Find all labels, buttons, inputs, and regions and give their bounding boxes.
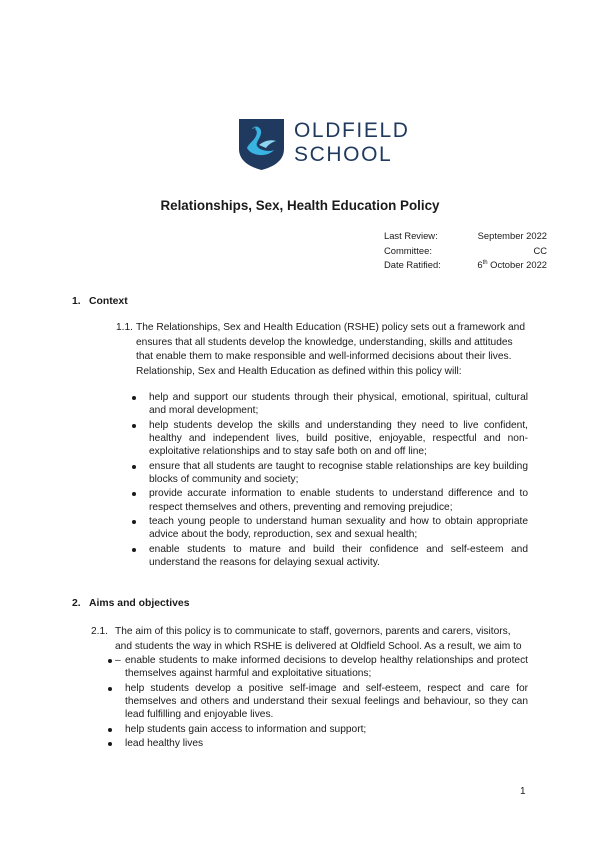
meta-label: Last Review: [384, 230, 438, 241]
meta-row-date-ratified [384, 258, 547, 273]
document-title: Relationships, Sex, Health Education Policy [160, 198, 440, 213]
list-item: help and support our students through their physical, emotional, spiritual, cultural and moral development; [130, 391, 528, 417]
meta-label: Committee: [384, 244, 432, 256]
aims-bullet-list [106, 654, 528, 752]
list-item: enable students to make informed decisions to develop healthy relationships and protect themselves against harmful and exploitative situations; [106, 654, 528, 680]
list-item: help students develop the skills and understanding they need to live confident, healthy and independent lives, build positive, enjoyable, respectful and non-exploitative relationships and to stay safe both on and off line; [130, 419, 528, 459]
paragraph-text: The aim of this policy is to communicate to staff, governors, parents and carers, visitors, and students the way in which RSHE is delivered at Oldfield School. As a result, we aim to – [115, 626, 522, 667]
section-heading-aims [72, 598, 189, 609]
swan-shield-icon [237, 117, 286, 171]
list-item: provide accurate information to enable students to understand difference and to respect themselves and others, preventing and removing prejudice; [130, 487, 528, 513]
logo-text-line1: OLDFIELD [294, 119, 410, 142]
meta-value: September 2022 [477, 230, 547, 241]
list-item: teach young people to understand human sexuality and how to obtain appropriate advice about the body, reproduction, sex and sexual health; [130, 515, 528, 541]
meta-row-committee [384, 244, 547, 259]
paragraph-text: The Relationships, Sex and Health Education (RSHE) policy sets out a framework and ensures that all students develop the knowledge, understanding, skills and attitudes that enable them to make responsible and well-informed decisions about their lives. Relationship, Sex and Health Education as defined within this policy will: [136, 322, 526, 377]
context-bullet-list [130, 391, 528, 570]
list-item: ensure that all students are taught to recognise stable relationships are key building blocks of community and society; [130, 460, 528, 486]
section-title: Aims and objectives [89, 598, 190, 609]
review-metadata [384, 229, 547, 273]
paragraph-1-1 [116, 321, 527, 379]
meta-value: CC [533, 244, 547, 256]
list-item: lead healthy lives [106, 737, 528, 750]
section-title: Context [89, 296, 128, 307]
paragraph-number: 1.1. [116, 322, 133, 333]
school-logo [237, 117, 417, 171]
section-number: 2. [72, 598, 81, 609]
meta-row-last-review [384, 229, 547, 244]
meta-label: Date Ratified: [384, 259, 441, 270]
section-number: 1. [72, 296, 81, 307]
meta-value: 6th October 2022 [477, 259, 547, 270]
logo-text-line2: SCHOOL [294, 143, 393, 166]
list-item: help students develop a positive self-image and self-esteem, respect and care for themselves and others and understand their sexual feelings and behaviour, so they can lead fulfilling and enjoyable lives. [106, 682, 528, 722]
section-heading-context [72, 296, 128, 307]
paragraph-number: 2.1. [91, 626, 108, 637]
page-number: 1 [520, 786, 526, 797]
list-item: help students gain access to information and support; [106, 723, 528, 736]
list-item: enable students to mature and build their confidence and self-esteem and understand the reasons for delaying sexual activity. [130, 543, 528, 569]
